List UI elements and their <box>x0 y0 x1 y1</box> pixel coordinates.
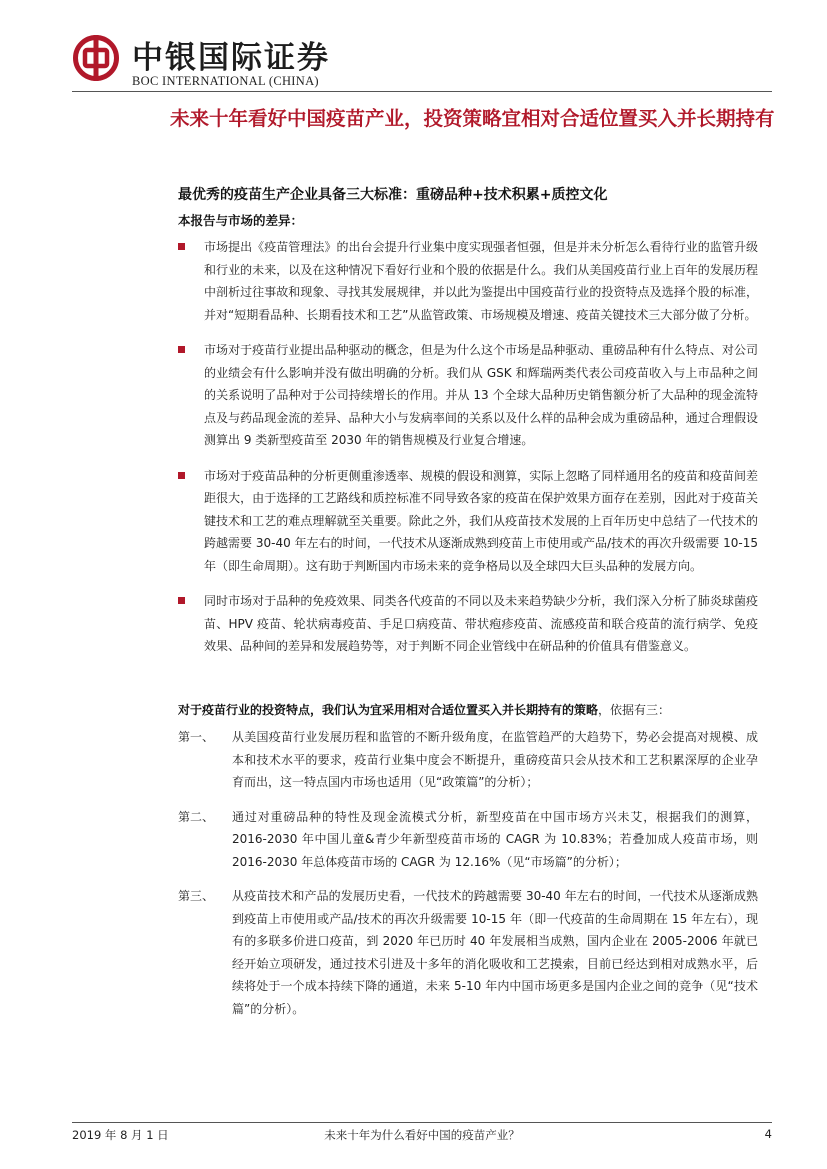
list-item <box>178 726 758 794</box>
strategy-lead <box>178 699 758 721</box>
square-bullet-icon <box>178 597 185 604</box>
list-item <box>178 590 758 658</box>
bullet-text: 市场提出《疫苗管理法》的出台会提升行业集中度实现强者恒强，但是并未分析怎么看待行业的监管升级和行业的未来，以及在这种情况下看好行业和个股的依据是什么。我们从美国疫苗行业上百年的发展历程中剖析过往事故和现象、寻找其发展规律，并以此为鉴提出中国疫苗行业的投资特点及选择个股的标准，并对“短期看品种、长期看技术和工艺”从监管政策、市场规模及增速、疫苗关键技术三大部分做了分析。 <box>204 240 758 322</box>
difference-bullet-list <box>178 236 758 671</box>
list-item <box>178 465 758 578</box>
page-header <box>72 28 772 98</box>
header-divider <box>72 91 772 92</box>
strategy-lead-rest: ，依据有三： <box>598 703 671 717</box>
list-item <box>178 236 758 326</box>
bullet-text: 市场对于疫苗行业提出品种驱动的概念，但是为什么这个市场是品种驱动、重磅品种有什么特点、对公司的业绩会有什么影响并没有做出明确的分析。我们从 GSK 和辉瑞两类代表公司疫苗收入与上市品种之间的关系说明了品种对于公司持续增长的作用。并从 13 个全球大品种历史销售额分析了大品种的现金流特点及与药品现金流的差异、品种大小与发病率间的关系以及什么样的品种会成为重磅品种，通过合理假设测算出 9 类新型疫苗至 2030 年的销售规模及行业复合增速。 <box>204 343 758 447</box>
point-label: 第三、 <box>178 889 215 903</box>
point-text: 通过对重磅品种的特性及现金流模式分析，新型疫苗在中国市场方兴未艾，根据我们的测算，2016-2030 年中国儿童&青少年新型疫苗市场的 CAGR 为 10.83%；若叠加成人疫苗市场，则 2016-2030 年总体疫苗市场的 CAGR 为 12.16%（见“市场篇”的分析）； <box>232 809 758 869</box>
bullet-text: 同时市场对于品种的免疫效果、同类各代疫苗的不同以及未来趋势缺少分析，我们深入分析了肺炎球菌疫苗、HPV 疫苗、轮状病毒疫苗、手足口病疫苗、带状疱疹疫苗、流感疫苗和联合疫苗的流行病学、免疫效果、品种间的差异和发展趋势等，对于判断不同企业管线中在研品种的价值具有借鉴意义。 <box>204 594 758 653</box>
strategy-point-list <box>178 726 758 1032</box>
square-bullet-icon <box>178 243 185 250</box>
point-text: 从疫苗技术和产品的发展历史看，一代技术的跨越需要 30-40 年左右的时间，一代技术从逐渐成熟到疫苗上市使用或产品/技术的再次升级需要 10-15 年（即一代疫苗的生命周期在 15 年左右），现有的多联多价进口疫苗，到 2020 年已历时 40 年发展相当成熟，国内企业在 2005-2006 年就已经开始立项研发，通过技术引进及十多年的消化吸收和工艺摸索，目前已经达到相对成熟水平，后续将处于一个成本持续下降的通道，未来 5-10 年内中国市场更多是国内企业之间的竞争（见“技术篇”的分析）。 <box>232 889 758 1016</box>
strategy-lead-bold: 对于疫苗行业的投资特点，我们认为宜采用相对合适位置买入并长期持有的策略 <box>178 703 599 717</box>
list-item <box>178 885 758 1020</box>
difference-label: 本报告与市场的差异： <box>178 213 304 228</box>
section-subhead: 最优秀的疫苗生产企业具备三大标准：重磅品种+技术积累+质控文化 <box>178 187 608 203</box>
brand-name-cn: 中银国际证券 <box>132 40 330 76</box>
report-title: 未来十年看好中国疫苗产业，投资策略宜相对合适位置买入并长期持有 <box>170 107 775 130</box>
square-bullet-icon <box>178 346 185 353</box>
page-footer <box>72 1127 772 1145</box>
square-bullet-icon <box>178 472 185 479</box>
page-number: 4 <box>764 1127 772 1141</box>
bank-of-china-logo-icon <box>72 34 120 82</box>
footer-title: 未来十年为什么看好中国的疫苗产业？ <box>324 1128 520 1142</box>
footer-date: 2019 年 8 月 1 日 <box>72 1128 169 1142</box>
footer-divider <box>72 1122 772 1123</box>
brand-name-en: BOC INTERNATIONAL (CHINA) <box>132 74 319 88</box>
list-item <box>178 806 758 874</box>
point-text: 从美国疫苗行业发展历程和监管的不断升级角度，在监管趋严的大趋势下，势必会提高对规模、成本和技术水平的要求，疫苗行业集中度会不断提升，重磅疫苗只会从技术和工艺积累深厚的企业孕育而出，这一特点国内市场也适用（见“政策篇”的分析）； <box>232 730 758 789</box>
list-item <box>178 339 758 452</box>
bullet-text: 市场对于疫苗品种的分析更侧重渗透率、规模的假设和测算，实际上忽略了同样通用名的疫苗和疫苗间差距很大，由于选择的工艺路线和质控标准不同导致各家的疫苗在保护效果方面存在差别，因此对于疫苗关键技术和工艺的难点理解就至关重要。除此之外，我们从疫苗技术发展的上百年历史中总结了一代技术的跨越需要 30-40 年左右的时间，一代技术从逐渐成熟到疫苗上市使用或产品/技术的再次升级需要 10-15 年（即生命周期）。这有助于判断国内市场未来的竞争格局以及全球四大巨头品种的发展方向。 <box>204 468 758 573</box>
point-label: 第二、 <box>178 809 215 824</box>
point-label: 第一、 <box>178 730 215 744</box>
